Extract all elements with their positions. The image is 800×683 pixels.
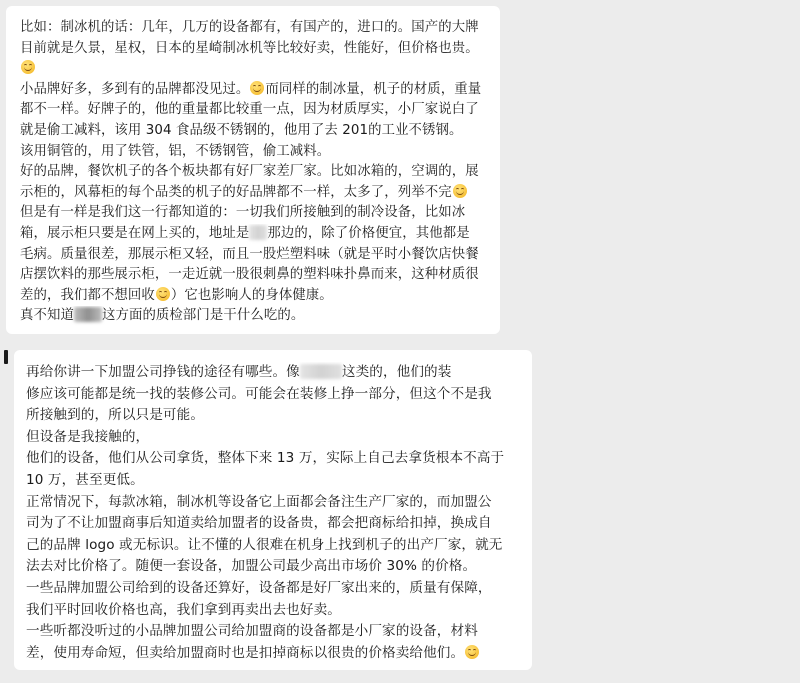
message-line: [26, 643, 522, 665]
message-line: [20, 183, 490, 204]
smile-emoji-icon: [250, 81, 264, 95]
redacted-block: [300, 364, 342, 379]
message-line: 好的品牌，餐饮机子的各个板块都有好厂家差厂家。比如冰箱的，空调的，展: [20, 164, 479, 180]
message-line: 法去对比价格了。随便一套设备，加盟公司最少高出市场价 30% 的价格。: [26, 558, 477, 575]
message-line: 所接触到的，所以只是可能。: [26, 407, 205, 424]
message-line: 己的品牌 logo 或无标识。让不懂的人很难在机身上找到机子的出产厂家，就无: [26, 536, 503, 553]
message-line: 正常情况下，每款冰箱，制冰机等设备它上面都会备注生产厂家的，而加盟公: [26, 493, 492, 510]
smile-emoji-icon: [21, 60, 35, 74]
message-line: 该用铜管的，用了铁管，铝，不锈钢管，偷工减料。: [20, 143, 331, 159]
message-line: [20, 80, 490, 101]
message-line: 修应该可能都是统一找的装修公司。可能会在装修上挣一部分，但这个不是我: [26, 385, 492, 402]
message-line: [20, 59, 490, 80]
message-line: 毛病。质量很差，那展示柜又轻，而且一股烂塑料味（就是平时小餐饮店快餐: [20, 246, 479, 262]
message-line: 目前就是久景，星权，日本的星崎制冰机等比较好卖，性能好，但价格也贵。: [20, 40, 479, 56]
message-line: [20, 306, 490, 327]
message-line: 比如：制冰机的话：几年，几万的设备都有，有国产的，进口的。国产的大牌: [20, 20, 479, 35]
message-line: 但设备是我接触的，: [26, 428, 150, 445]
message-text: 这方面的质检部门是干什么吃的。: [101, 308, 305, 324]
message-line: 但是有一样是我们这一行都知道的：一切我们所接触到的制冷设备，比如冰: [20, 205, 466, 221]
message-line: 都不一样。好牌子的，他的重量都比较重一点，因为材质厚实，小厂家说白了: [20, 102, 479, 118]
smile-emoji-icon: [465, 645, 479, 659]
bubble-sender-marker: [4, 350, 8, 364]
redacted-block: [249, 225, 267, 240]
message-text: 真不知道: [20, 308, 74, 324]
message-line: 我们平时回收价格也高，我们拿到再卖出去也好卖。: [26, 601, 341, 618]
message-text: 这类的，他们的装: [341, 364, 452, 380]
smile-emoji-icon: [156, 287, 170, 301]
message-line: 一些品牌加盟公司给到的设备还算好，设备都是好厂家出来的，质量有保障，: [26, 579, 492, 596]
message-text: 示柜的，风幕柜的每个品类的机子的好品牌都不一样，太多了，列举不完: [20, 184, 452, 200]
message-text: 小品牌好多，多到有的品牌都没见过。: [20, 81, 250, 97]
message-text: 差的，我们都不想回收: [20, 287, 155, 303]
message-line: 店摆饮料的那些展示柜，一走近就一股很刺鼻的塑料味扑鼻而来，这种材质很: [20, 267, 479, 283]
message-line: [20, 286, 490, 307]
message-line: 就是偷工减料，该用 304 食品级不锈钢的，他用了去 201的工业不锈钢。: [20, 122, 463, 138]
message-text: 差，使用寿命短，但卖给加盟商时也是扣掉商标以很贵的价格卖给他们。: [26, 644, 465, 661]
chat-bubble-1[interactable]: [6, 6, 500, 334]
message-text: 再给你讲一下加盟公司挣钱的途径有哪些。像: [26, 364, 300, 380]
redacted-block: [74, 307, 102, 322]
message-text: 而同样的制冰量，机子的材质，重量: [265, 81, 482, 97]
message-line: 司为了不让加盟商事后知道卖给加盟者的设备贵，都会把商标给扣掉，换成自: [26, 515, 492, 532]
message-text: 箱，展示柜只要是在网上买的，地址是: [20, 225, 250, 241]
message-text: ）它也影响人的身体健康。: [170, 287, 333, 303]
message-line: 他们的设备，他们从公司拿货，整体下来 13 万，实际上自己去拿货根本不高于: [26, 450, 505, 467]
chat-bubble-2[interactable]: [14, 350, 532, 670]
message-line: [26, 362, 522, 384]
message-line: 一些听都没听过的小品牌加盟公司给加盟商的设备都是小厂家的设备，材料: [26, 623, 478, 640]
smile-emoji-icon: [453, 184, 467, 198]
message-line: 10 万，甚至更低。: [26, 471, 144, 488]
message-line: [20, 224, 490, 245]
message-text: 那边的，除了价格便宜，其他都是: [267, 225, 470, 241]
